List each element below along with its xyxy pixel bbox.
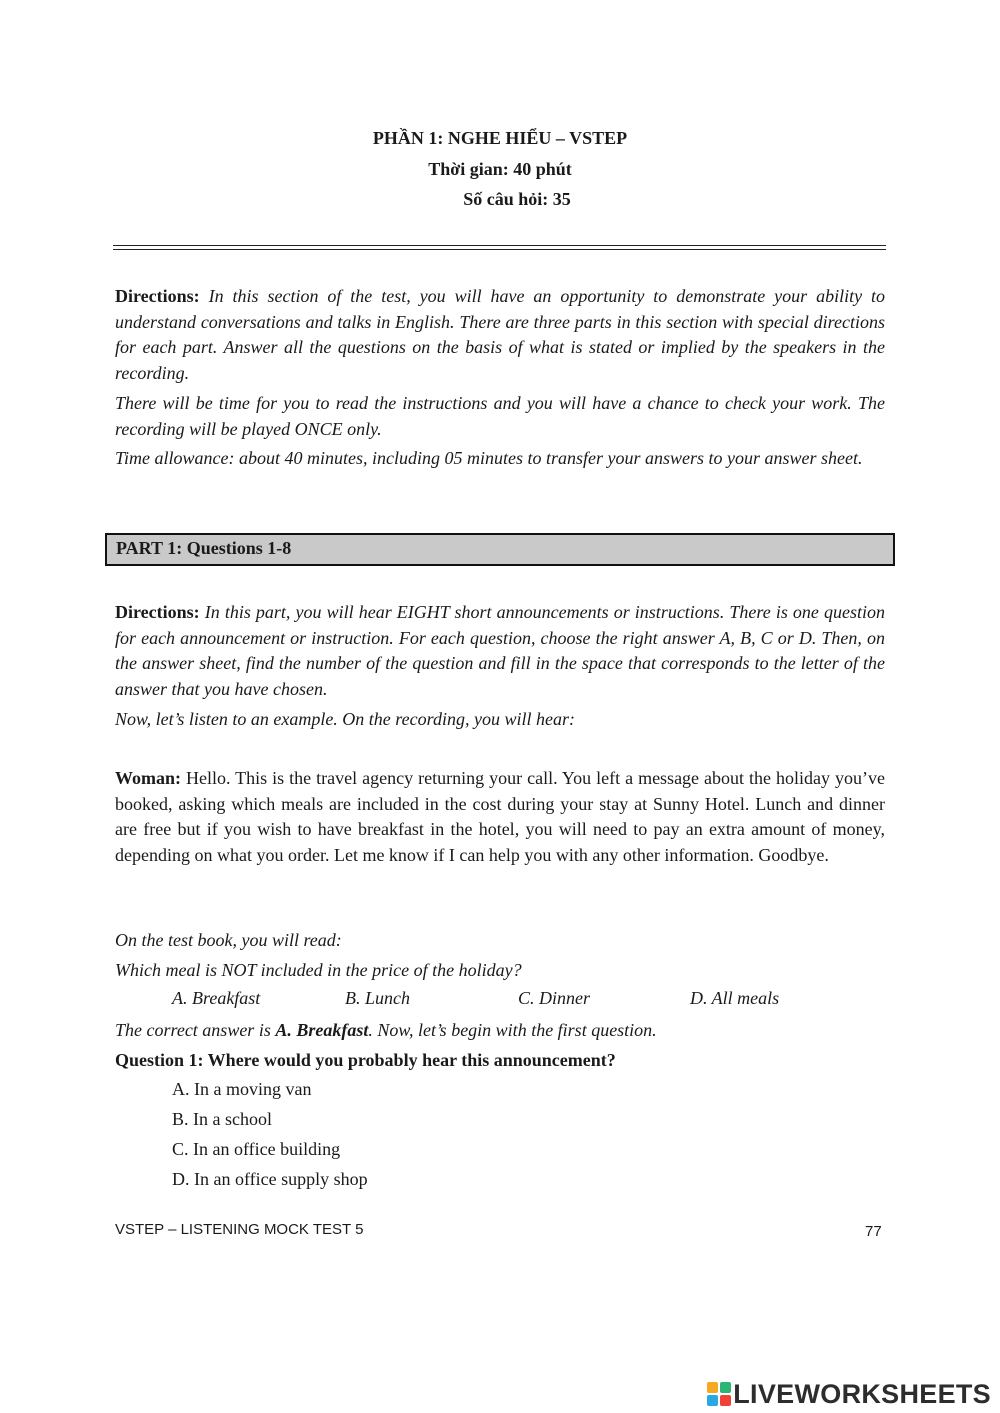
question-1-option-c[interactable]: C. In an office building [172,1139,341,1159]
header-divider-bottom [113,249,886,250]
example-option-a: A. Breakfast [172,988,261,1008]
directions-label: Directions: [115,286,200,306]
question-1-option-b[interactable]: B. In a school [172,1109,272,1129]
section-note-recording: There will be time for you to read the instructions and you will have a chance to check your work. The recording will be played ONCE only. [115,393,885,439]
header-divider-top [113,245,886,246]
time-limit: Thời gian: 40 phút [428,159,572,179]
speaker-label: Woman: [115,768,182,788]
logo-square-3 [707,1395,718,1406]
footer-test-name: VSTEP – LISTENING MOCK TEST 5 [115,1221,364,1238]
example-option-b: B. Lunch [345,988,410,1008]
example-option-d: D. All meals [690,988,780,1008]
logo-icon [707,1382,731,1406]
answer-prefix: The correct answer is [115,1020,276,1040]
example-answer [115,1018,885,1044]
liveworksheets-logo [707,1378,991,1410]
example-question: Which meal is NOT included in the price of the holiday? [115,960,522,980]
part-heading: PART 1: Questions 1-8 [116,538,292,558]
page-title: PHẦN 1: NGHE HIỂU – VSTEP [372,128,628,148]
section-time-allowance: Time allowance: about 40 minutes, including 05 minutes to transfer your answers to your answer sheet. [115,448,863,468]
question-1-option-d[interactable]: D. In an office supply shop [172,1169,368,1189]
part-heading-box [105,533,895,566]
example-transcript [115,766,885,868]
question-count: Số câu hỏi: 35 [463,189,571,209]
test-book-line: On the test book, you will read: [115,930,342,950]
section-directions-text: In this section of the test, you will have an opportunity to demonstrate your ability to understand conversations and talks in English. There are three parts in this section with special directions for each part. Answer all the questions on the basis of what is stated or implied by the speakers in the recording. [115,286,885,383]
part-directions [115,600,885,702]
part-directions-text: In this part, you will hear EIGHT short announcements or instructions. There is one question for each announcement or instruction. For each question, choose the right answer A, B, C or D. Then, on the answer sheet, find the number of the question and fill in the space that corresponds to the letter of the answer that you have chosen. [115,602,885,699]
section-directions [115,284,885,386]
answer-value: A. Breakfast [275,1020,369,1040]
logo-square-4 [720,1395,731,1406]
part-directions-label: Directions: [115,602,200,622]
transcript-text: Hello. This is the travel agency returning your call. You left a message about the holiday you’ve booked, asking which meals are included in the cost during your stay at Sunny Hotel. Lunch and dinner are free but if you wish to have breakfast in the hotel, you will need to pay an extra amount of money, depending on what you order. Let me know if I can help you with any other information. Goodbye. [115,768,885,865]
logo-square-1 [707,1382,718,1393]
question-1: Question 1: Where would you probably hear this announcement? [115,1050,616,1070]
logo-square-2 [720,1382,731,1393]
example-option-c: C. Dinner [518,988,590,1008]
example-intro: Now, let’s listen to an example. On the recording, you will hear: [115,709,575,729]
answer-suffix: . Now, let’s begin with the first question. [368,1020,657,1040]
question-1-option-a[interactable]: A. In a moving van [172,1079,312,1099]
logo-text: LIVEWORKSHEETS [733,1378,991,1409]
page-number: 77 [865,1223,882,1240]
